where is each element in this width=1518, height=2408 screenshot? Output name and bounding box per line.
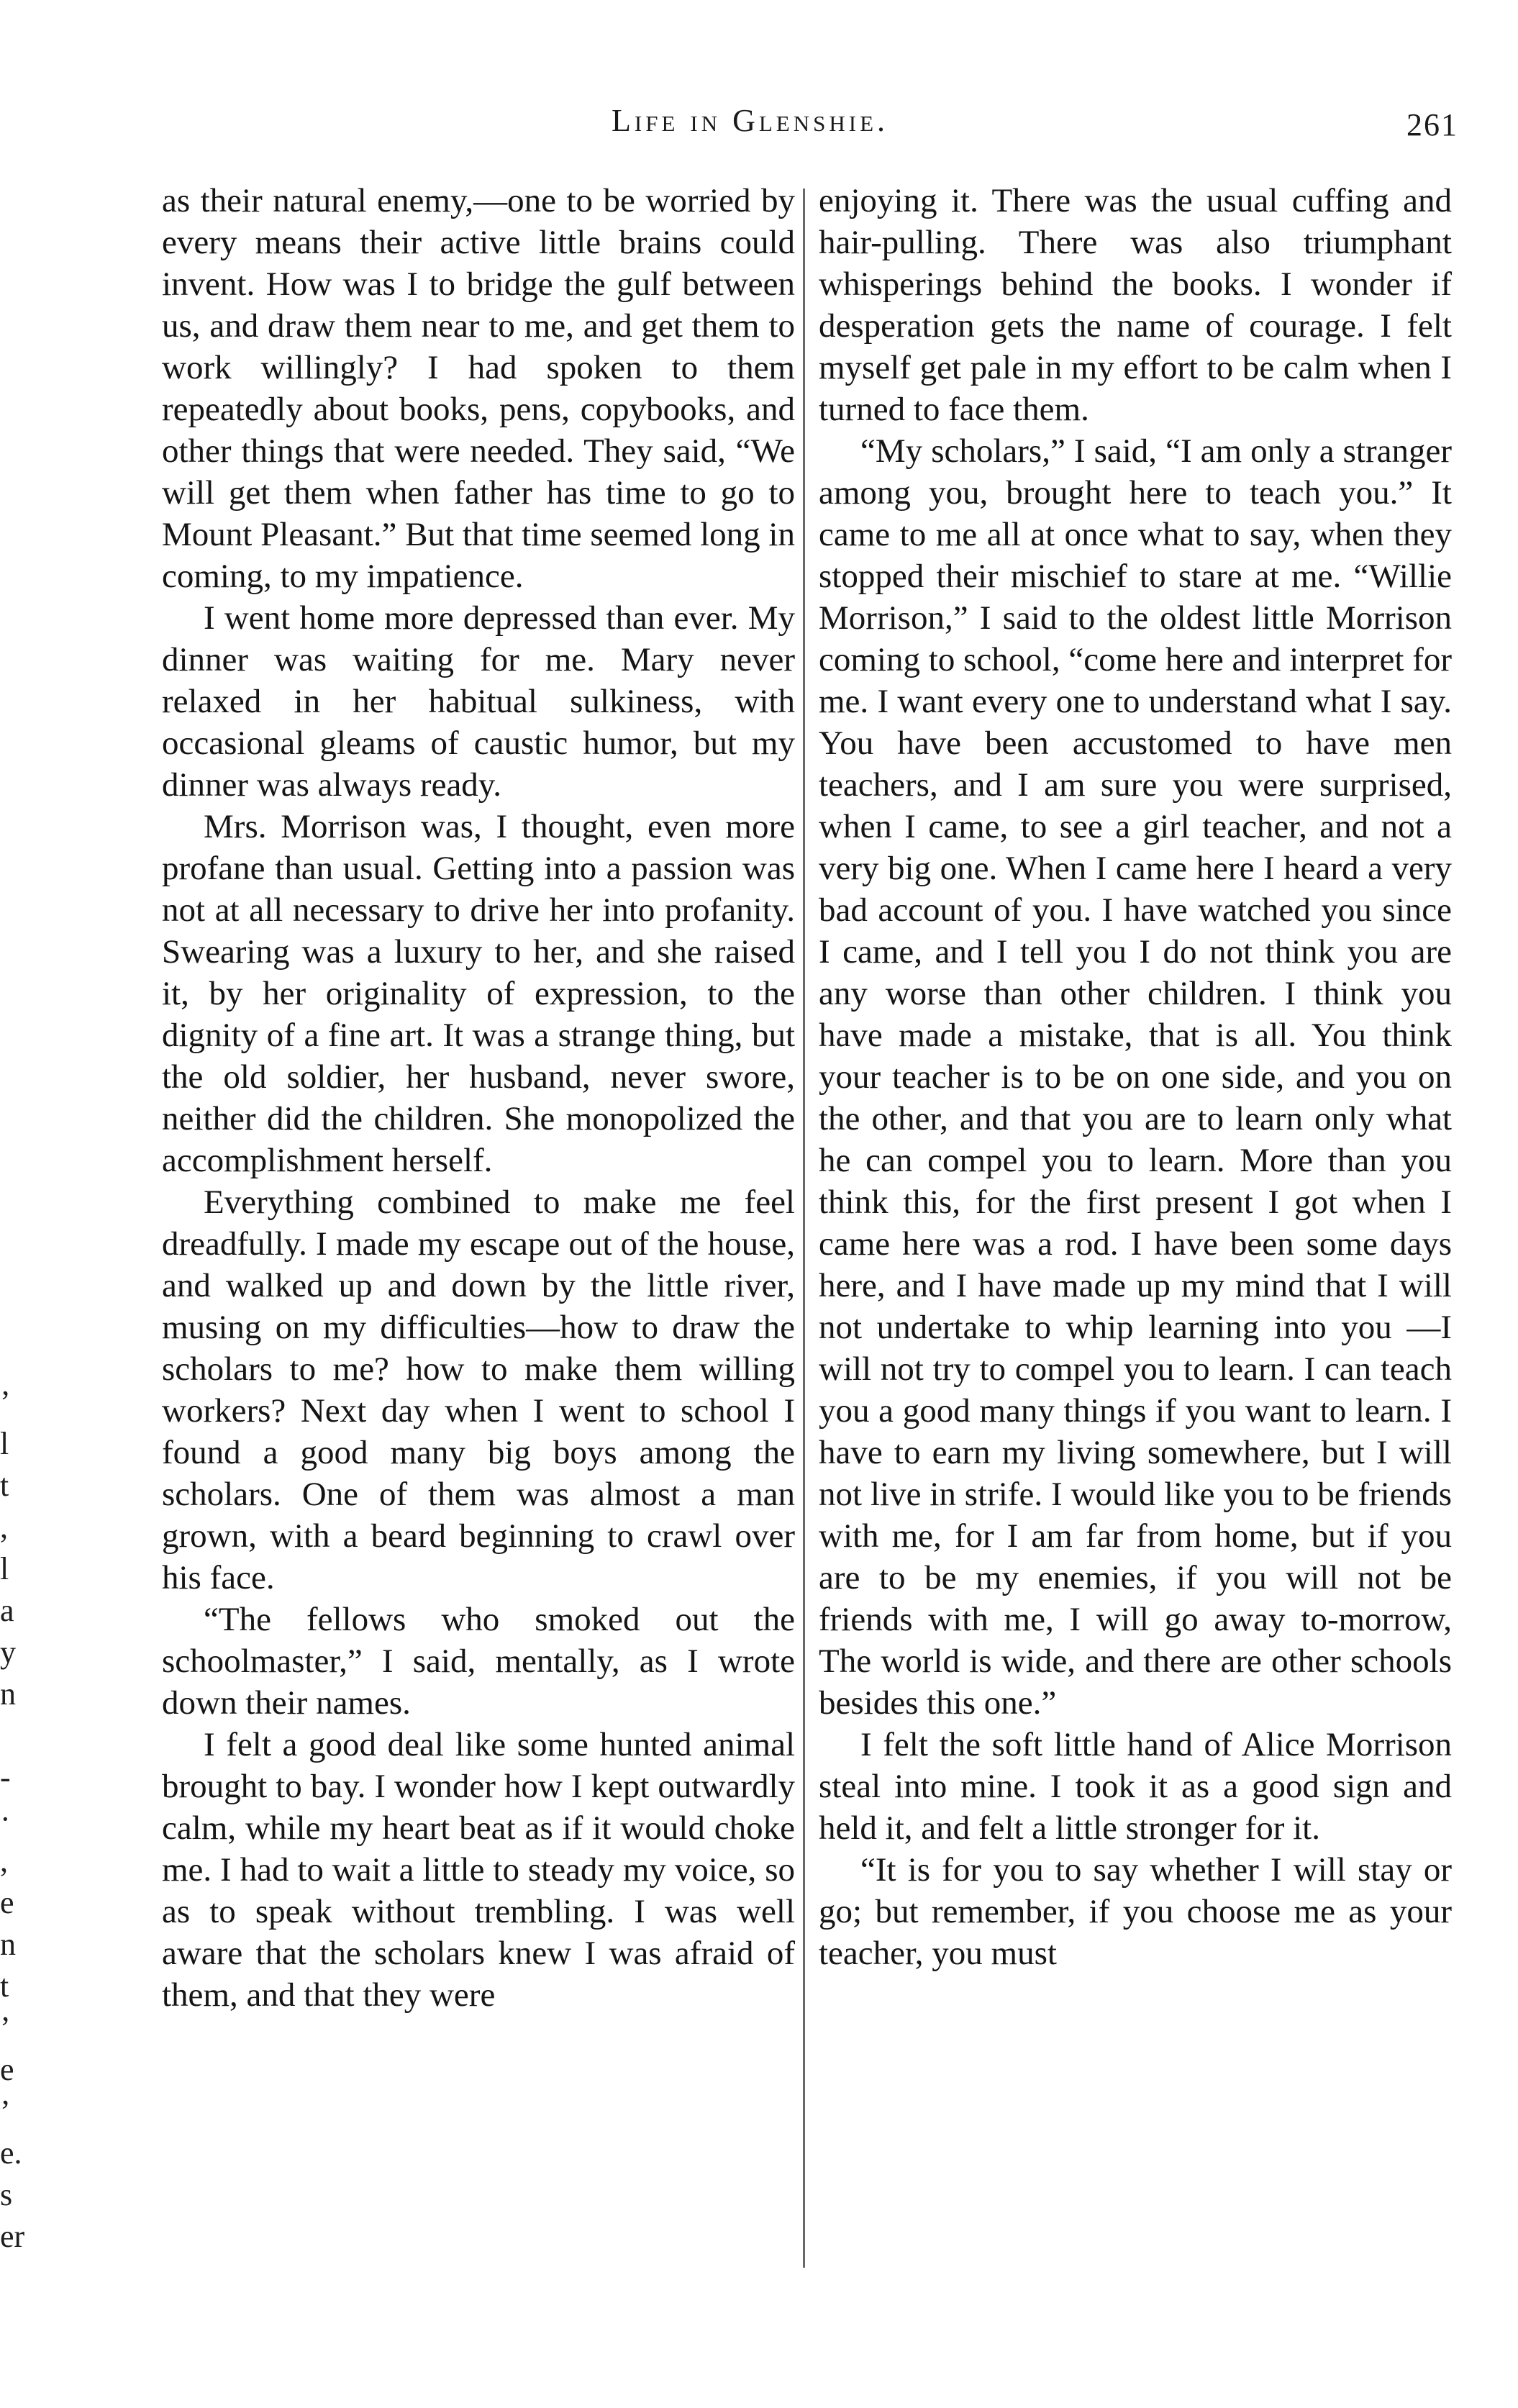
page-number: 261 — [1406, 107, 1458, 142]
paragraph: “It is for you to say whether I will stay or go; but remember, if you choose me as your teacher, you must — [819, 1851, 1452, 1972]
paragraph: Mrs. Morrison was, I thought, even more profane than usual. Getting into a passion was not at all necessary to drive her into profanity. Swearing was a luxury to her, and she raised it, by her originality of expression, to the dignity of a fine art. It was a strange thing, but the old soldier, her husband, never swore, neither did the children. She monopolized the accomplishment herself. — [162, 808, 795, 1179]
paragraph: as their natural enemy,—one to be worried by every means their active little brains could invent. How was I to bridge the gulf between us, and draw them near to me, and get them to work willingly? I had spoken to them repeatedly about books, pens, copybooks, and other things that were needed. They said, “We will get them when father has time to go to Mount Pleasant.” But that time seemed long in coming, to my impatience. — [162, 182, 795, 595]
margin-fragment: n — [0, 1927, 16, 1962]
margin-fragment: a — [0, 1593, 14, 1628]
margin-fragment: e — [0, 2052, 14, 2087]
paragraph: enjoying it. There was the usual cuffing and hair-pulling. There was also triumphant whisperings behind the books. I wonder if desperation gets the name of courage. I felt myself get pale in my effort to be calm when I turned to face them. — [819, 182, 1452, 428]
margin-fragment: , — [0, 1843, 8, 1878]
facing-page-bleed — [0, 1381, 23, 2258]
paragraph: I went home more depressed than ever. My dinner was waiting for me. Mary never relaxed in her habitual sulkiness, with occasional gleams of caustic humor, but my dinner was always ready. — [162, 599, 795, 804]
margin-fragment: ’ — [0, 2010, 11, 2045]
paragraph: I felt the soft little hand of Alice Morrison steal into mine. I took it as a good sign and held it, and felt a little stronger for it. — [819, 1726, 1452, 1847]
paragraph: “The fellows who smoked out the schoolmaster,” I said, mentally, as I wrote down their names. — [162, 1601, 795, 1722]
margin-fragment: t — [0, 1468, 9, 1503]
margin-fragment — [0, 1715, 23, 1757]
column-divider — [803, 188, 805, 2268]
left-column — [162, 180, 795, 2016]
margin-fragment: er — [0, 2219, 25, 2254]
paragraph: Everything combined to make me feel dreadfully. I made my escape out of the house, and walked up and down by the little river, musing on my difficulties—how to draw the scholars to me? how to make them willing workers? Next day when I went to school I found a good many big boys among the scholars. One of them was almost a man grown, with a beard beginning to crawl over his face. — [162, 1183, 795, 1596]
margin-fragment: n — [0, 1676, 16, 1712]
right-column — [819, 180, 1452, 1974]
margin-fragment: ’ — [0, 1384, 11, 1419]
paragraph: “My scholars,” I said, “I am only a stranger among you, brought here to teach you.” It came to me all at once what to say, when they stopped their mischief to stare at me. “Willie Morrison,” I said to the oldest little Morrison coming to school, “come here and interpret for me. I want every one to understand what I say. You have been accustomed to have men teachers, and I am sure you were surprised, when I came, to see a girl teacher, and not a very big one. When I came here I heard a very bad account of you. I have watched you since I came, and I tell you I do not think you are any worse than other children. I think you have made a mistake, that is all. You think your teacher is to be on one side, and you on the other, and that you are to learn only what he can compel you to learn. More than you think this, for the first present I got when I came here was a rod. I have been some days here, and I have made up my mind that I will not undertake to whip learning into you —I will not try to compel you to learn. I can teach you a good many things if you want to learn. I have to earn my living somewhere, but I will not live in strife. I would like you to be friends with me, for I am far from home, but if you are to be my enemies, if you will not be friends with me, I will go away to-morrow, The world is wide, and there are other schools besides this one.” — [819, 432, 1452, 1722]
margin-fragment: y — [0, 1635, 16, 1670]
running-title: Life in Glenshie. — [612, 103, 889, 138]
margin-fragment: - — [0, 1760, 11, 1795]
margin-fragment: , — [0, 1509, 8, 1545]
margin-fragment: l — [0, 1551, 9, 1586]
margin-fragment: ’ — [0, 2094, 11, 2129]
paragraph: I felt a good deal like some hunted animal brought to bay. I wonder how I kept outwardly calm, while my heart beat as if it would choke me. I had to wait a little to steady my voice, so as to speak without trembling. I was well aware that the scholars knew I was afraid of them, and that they were — [162, 1726, 795, 2014]
margin-fragment: t — [0, 1968, 9, 2004]
margin-fragment: s — [0, 2177, 13, 2212]
margin-fragment: e. — [0, 2135, 22, 2171]
margin-fragment: · — [0, 1802, 11, 1837]
margin-fragment: l — [0, 1426, 9, 1461]
margin-fragment: e — [0, 1885, 14, 1920]
